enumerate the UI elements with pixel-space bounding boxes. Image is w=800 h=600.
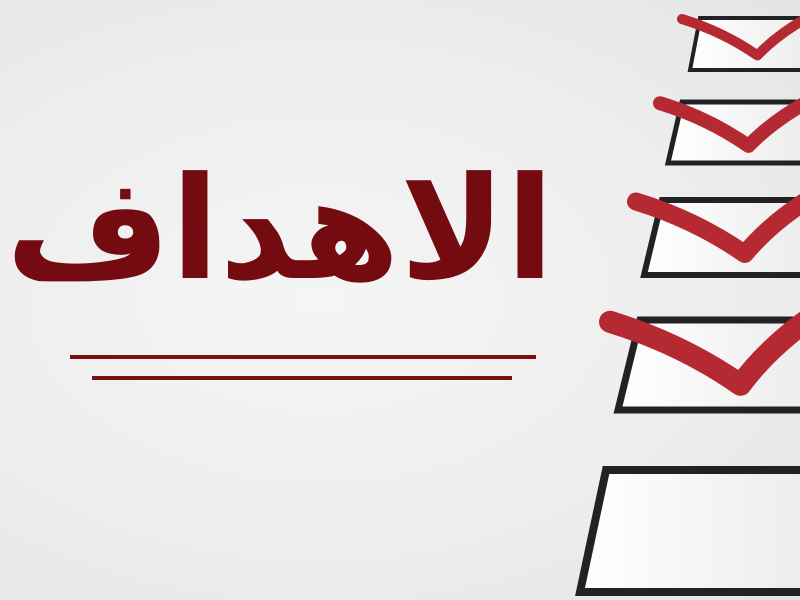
- page-title: الاهداف: [5, 147, 555, 312]
- checkbox-5: [580, 470, 800, 592]
